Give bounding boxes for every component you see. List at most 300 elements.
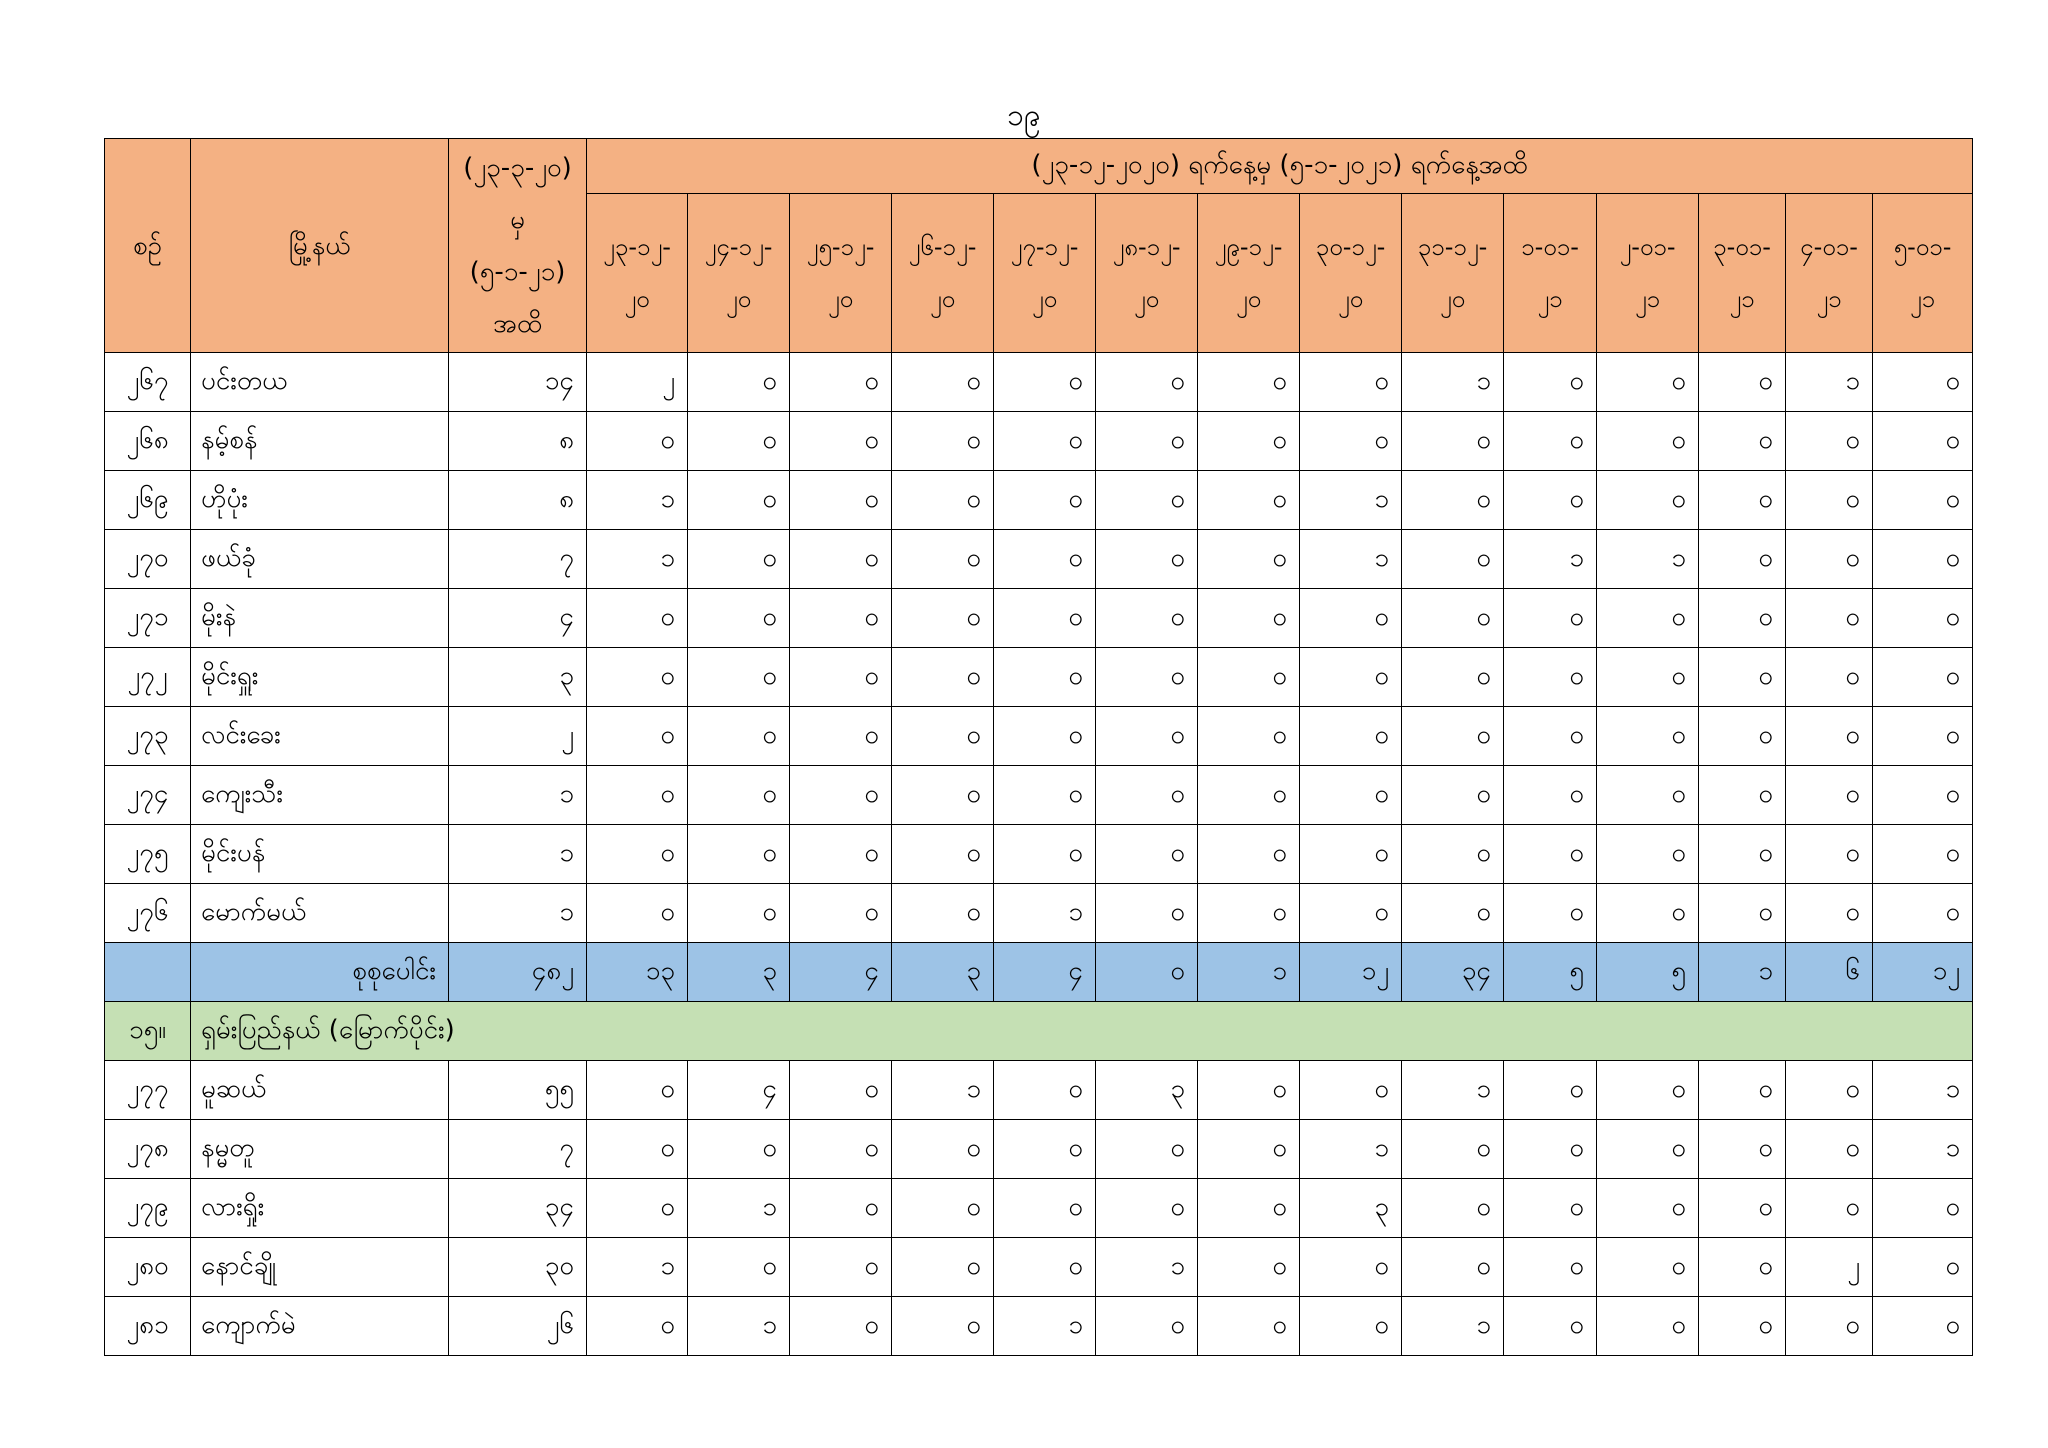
daily-count: ၀ — [892, 648, 994, 707]
header-date — [1597, 194, 1699, 353]
range-total: ၃ — [449, 648, 587, 707]
daily-count: ၁ — [994, 1297, 1096, 1356]
daily-count: ၁ — [1504, 530, 1597, 589]
header-date-line: ၂၀ — [1235, 285, 1262, 313]
daily-count: ၁ — [587, 1238, 688, 1297]
daily-count: ၁ — [1402, 1297, 1504, 1356]
row-number: ၂၇၉ — [105, 1179, 191, 1238]
range-total: ၅၅ — [449, 1061, 587, 1120]
daily-count: ၀ — [1198, 1179, 1300, 1238]
daily-count: ၀ — [790, 648, 892, 707]
total-daily-count: ၅ — [1504, 943, 1597, 1002]
daily-count: ၀ — [1300, 1238, 1402, 1297]
header-date — [790, 194, 892, 353]
header-no: စဉ် — [105, 139, 191, 353]
daily-count: ၀ — [1198, 1297, 1300, 1356]
daily-count: ၀ — [1873, 471, 1973, 530]
daily-count: ၀ — [994, 530, 1096, 589]
daily-count: ၀ — [1699, 648, 1786, 707]
daily-count: ၀ — [1402, 1179, 1504, 1238]
daily-count: ၁ — [587, 530, 688, 589]
daily-count: ၀ — [1873, 1179, 1973, 1238]
daily-count: ၀ — [1300, 707, 1402, 766]
header-date-line: ၂၀ — [624, 285, 650, 313]
range-total: ၁၄ — [449, 353, 587, 412]
daily-count: ၀ — [688, 471, 790, 530]
daily-count: ၀ — [1786, 471, 1873, 530]
header-date-line: ၂၅-၁၂- — [806, 233, 875, 261]
daily-count: ၀ — [1402, 884, 1504, 943]
daily-count: ၀ — [994, 412, 1096, 471]
daily-count: ၀ — [994, 353, 1096, 412]
daily-count: ၀ — [1597, 825, 1699, 884]
daily-count: ၀ — [1699, 884, 1786, 943]
covid-cases-table — [104, 138, 1973, 1356]
daily-count: ၀ — [1504, 589, 1597, 648]
daily-count: ၂ — [1786, 1238, 1873, 1297]
daily-count: ၀ — [1198, 825, 1300, 884]
daily-count: ၀ — [1873, 707, 1973, 766]
header-date-line: ၂၁ — [1634, 285, 1661, 313]
total-daily-count: ၅ — [1597, 943, 1699, 1002]
daily-count: ၀ — [688, 1120, 790, 1179]
total-daily-count: ၁၂ — [1300, 943, 1402, 1002]
table-row — [105, 1120, 1973, 1179]
daily-count: ၀ — [1873, 825, 1973, 884]
township-name: ကျေးသီး — [191, 766, 449, 825]
row-number: ၂၇၃ — [105, 707, 191, 766]
daily-count: ၀ — [1597, 1061, 1699, 1120]
daily-count: ၀ — [892, 530, 994, 589]
row-number: ၂၇၅ — [105, 825, 191, 884]
daily-count: ၀ — [790, 412, 892, 471]
daily-count: ၀ — [994, 1238, 1096, 1297]
daily-count: ၀ — [1504, 766, 1597, 825]
township-name: မောက်မယ် — [191, 884, 449, 943]
header-date — [1504, 194, 1597, 353]
total-daily-count: ၃၄ — [1402, 943, 1504, 1002]
daily-count: ၀ — [790, 825, 892, 884]
daily-count: ၀ — [994, 589, 1096, 648]
daily-count: ၀ — [1198, 766, 1300, 825]
header-date-line: ၂၉-၁၂- — [1214, 233, 1283, 261]
daily-count: ၀ — [1096, 353, 1198, 412]
daily-count: ၀ — [790, 766, 892, 825]
daily-count: ၀ — [1198, 648, 1300, 707]
daily-count: ၀ — [1597, 1238, 1699, 1297]
header-range-line: (၅-၁-၂၁) — [469, 256, 566, 287]
daily-count: ၀ — [1198, 707, 1300, 766]
daily-count: ၀ — [1198, 884, 1300, 943]
daily-count: ၀ — [1597, 648, 1699, 707]
header-range-line: အထိ — [492, 308, 542, 339]
daily-count: ၀ — [1786, 825, 1873, 884]
daily-count: ၀ — [790, 1179, 892, 1238]
daily-count: ၀ — [892, 707, 994, 766]
daily-count: ၀ — [1300, 589, 1402, 648]
daily-count: ၀ — [1198, 530, 1300, 589]
range-total: ၂၆ — [449, 1297, 587, 1356]
daily-count: ၀ — [1300, 825, 1402, 884]
daily-count: ၀ — [1786, 530, 1873, 589]
daily-count: ၀ — [1504, 825, 1597, 884]
daily-count: ၀ — [1096, 1120, 1198, 1179]
row-number: ၂၇၆ — [105, 884, 191, 943]
daily-count: ၀ — [892, 589, 994, 648]
daily-count: ၀ — [1873, 648, 1973, 707]
daily-count: ၀ — [587, 1061, 688, 1120]
header-date — [892, 194, 994, 353]
daily-count: ၀ — [1504, 1297, 1597, 1356]
row-number: ၂၆၉ — [105, 471, 191, 530]
township-name: လင်းခေး — [191, 707, 449, 766]
header-date-line: ၂၆-၁၂- — [908, 233, 977, 261]
township-name: ပင်းတယ — [191, 353, 449, 412]
daily-count: ၀ — [892, 1297, 994, 1356]
daily-count: ၀ — [1402, 530, 1504, 589]
row-number: ၂၇၄ — [105, 766, 191, 825]
header-date-line: ၂၁ — [1909, 285, 1936, 313]
daily-count: ၂ — [587, 353, 688, 412]
daily-count: ၀ — [1699, 766, 1786, 825]
header-date-line: ၂၀ — [1439, 285, 1466, 313]
township-name: နောင်ချို — [191, 1238, 449, 1297]
row-number: ၂၇၈ — [105, 1120, 191, 1179]
row-number: ၂၇၂ — [105, 648, 191, 707]
township-name: မူဆယ် — [191, 1061, 449, 1120]
daily-count: ၀ — [1096, 648, 1198, 707]
row-number: ၂၇၁ — [105, 589, 191, 648]
header-date-line: ၂၀ — [1133, 285, 1160, 313]
header-date-line: ၂၈-၁၂- — [1112, 233, 1181, 261]
daily-count: ၀ — [1786, 1297, 1873, 1356]
total-daily-count: ၄ — [994, 943, 1096, 1002]
header-date — [587, 194, 688, 353]
daily-count: ၀ — [1402, 1120, 1504, 1179]
daily-count: ၀ — [892, 825, 994, 884]
township-name: လားရှိုး — [191, 1179, 449, 1238]
daily-count: ၀ — [688, 884, 790, 943]
daily-count: ၀ — [790, 884, 892, 943]
daily-count: ၀ — [1198, 471, 1300, 530]
daily-count: ၀ — [1402, 648, 1504, 707]
daily-count: ၀ — [892, 766, 994, 825]
daily-count: ၀ — [1699, 530, 1786, 589]
daily-count: ၀ — [1402, 589, 1504, 648]
daily-count: ၀ — [688, 766, 790, 825]
daily-count: ၀ — [1096, 1179, 1198, 1238]
daily-count: ၀ — [1873, 1297, 1973, 1356]
daily-count: ၀ — [1198, 1061, 1300, 1120]
daily-count: ၀ — [892, 471, 994, 530]
daily-count: ၀ — [1597, 1120, 1699, 1179]
total-daily-count: ၁၃ — [587, 943, 688, 1002]
daily-count: ၀ — [587, 412, 688, 471]
daily-count: ၀ — [1873, 353, 1973, 412]
daily-count: ၀ — [1504, 353, 1597, 412]
daily-count: ၀ — [1198, 412, 1300, 471]
daily-count: ၀ — [1504, 1238, 1597, 1297]
header-township: မြို့နယ် — [191, 139, 449, 353]
range-total: ၇ — [449, 530, 587, 589]
table-row — [105, 412, 1973, 471]
township-name: ဟိုပုံး — [191, 471, 449, 530]
daily-count: ၀ — [587, 766, 688, 825]
township-name: မိုင်းရှူး — [191, 648, 449, 707]
daily-count: ၀ — [1096, 412, 1198, 471]
daily-count: ၀ — [892, 412, 994, 471]
daily-count: ၀ — [1402, 1238, 1504, 1297]
daily-count: ၀ — [790, 1297, 892, 1356]
page-number: ၁၉ — [1007, 98, 1041, 133]
header-date-line: ၂-၀၁- — [1619, 233, 1676, 261]
daily-count: ၀ — [892, 1238, 994, 1297]
table-row — [105, 825, 1973, 884]
header-date-line: ၃၀-၁၂- — [1315, 233, 1386, 261]
table-row — [105, 1179, 1973, 1238]
table-row — [105, 1238, 1973, 1297]
range-total: ၃၄ — [449, 1179, 587, 1238]
table-row — [105, 353, 1973, 412]
daily-count: ၀ — [1873, 766, 1973, 825]
header-date-line: ၂၇-၁၂- — [1010, 233, 1079, 261]
daily-count: ၁ — [1786, 353, 1873, 412]
daily-count: ၀ — [1699, 1238, 1786, 1297]
daily-count: ၀ — [1504, 1120, 1597, 1179]
daily-count: ၀ — [892, 1120, 994, 1179]
row-number: ၂၇၇ — [105, 1061, 191, 1120]
table-row — [105, 766, 1973, 825]
range-total: ၈ — [449, 471, 587, 530]
total-daily-count: ၃ — [688, 943, 790, 1002]
daily-count: ၀ — [1198, 353, 1300, 412]
daily-count: ၀ — [1198, 589, 1300, 648]
total-daily-count: ၄ — [790, 943, 892, 1002]
daily-count: ၀ — [688, 707, 790, 766]
daily-count: ၀ — [587, 589, 688, 648]
daily-count: ၀ — [1699, 1120, 1786, 1179]
header-date-line: ၂၀ — [1337, 285, 1364, 313]
daily-count: ၀ — [790, 1120, 892, 1179]
daily-count: ၁ — [688, 1179, 790, 1238]
daily-count: ၀ — [587, 825, 688, 884]
header-range-line: (၂၃-၃-၂၀) — [463, 152, 572, 183]
daily-count: ၀ — [1198, 1120, 1300, 1179]
daily-count: ၃ — [1096, 1061, 1198, 1120]
daily-count: ၀ — [1873, 1238, 1973, 1297]
header-date-line: ၂၃-၁၂- — [603, 233, 671, 261]
township-name: ဖယ်ခုံ — [191, 530, 449, 589]
daily-count: ၁ — [1300, 530, 1402, 589]
daily-count: ၀ — [994, 648, 1096, 707]
daily-count: ၀ — [1786, 1179, 1873, 1238]
daily-count: ၀ — [1402, 412, 1504, 471]
daily-count: ၀ — [1096, 825, 1198, 884]
daily-count: ၀ — [1597, 471, 1699, 530]
daily-count: ၀ — [1597, 1297, 1699, 1356]
daily-count: ၀ — [1786, 589, 1873, 648]
daily-count: ၁ — [1300, 471, 1402, 530]
daily-count: ၀ — [1300, 648, 1402, 707]
header-range-line: မှ — [510, 204, 525, 235]
range-total: ၁ — [449, 825, 587, 884]
header-date — [1096, 194, 1198, 353]
daily-count: ၀ — [688, 589, 790, 648]
daily-count: ၀ — [1096, 471, 1198, 530]
row-number: ၂၇၀ — [105, 530, 191, 589]
daily-count: ၀ — [1699, 707, 1786, 766]
daily-count: ၀ — [1504, 707, 1597, 766]
range-total: ၇ — [449, 1120, 587, 1179]
header-date-line: ၅-၀၁- — [1893, 233, 1952, 261]
daily-count: ၁ — [994, 884, 1096, 943]
daily-count: ၀ — [994, 707, 1096, 766]
daily-count: ၀ — [790, 530, 892, 589]
daily-count: ၀ — [587, 884, 688, 943]
header-range — [449, 139, 587, 353]
table-row — [105, 471, 1973, 530]
range-total: ၁ — [449, 884, 587, 943]
daily-count: ၁ — [1096, 1238, 1198, 1297]
header-date-line: ၄-၀၁- — [1800, 233, 1858, 261]
header-date-line: ၂၀ — [725, 285, 752, 313]
daily-count: ၀ — [1786, 1061, 1873, 1120]
section-title: ရှမ်းပြည်နယ် (မြောက်ပိုင်း) — [191, 1002, 1973, 1061]
daily-count: ၀ — [994, 825, 1096, 884]
header-period-title: (၂၃-၁၂-၂၀၂၀) ရက်နေ့မှ (၅-၁-၂၀၂၁) ရက်နေ့အထိ — [587, 139, 1973, 194]
daily-count: ၀ — [790, 707, 892, 766]
daily-count: ၀ — [1300, 353, 1402, 412]
total-sum: ၄၈၂ — [449, 943, 587, 1002]
township-name: နမ့်စန် — [191, 412, 449, 471]
header-date — [994, 194, 1096, 353]
header-date-line: ၂၀ — [929, 285, 956, 313]
daily-count: ၀ — [994, 1179, 1096, 1238]
daily-count: ၀ — [1504, 884, 1597, 943]
table-row — [105, 648, 1973, 707]
daily-count: ၀ — [1096, 766, 1198, 825]
daily-count: ၀ — [1300, 1297, 1402, 1356]
table-row — [105, 707, 1973, 766]
daily-count: ၀ — [688, 825, 790, 884]
daily-count: ၀ — [1096, 1297, 1198, 1356]
total-daily-count: ၁ — [1198, 943, 1300, 1002]
daily-count: ၀ — [1597, 589, 1699, 648]
daily-count: ၁ — [1402, 353, 1504, 412]
table-row — [105, 884, 1973, 943]
daily-count: ၀ — [1786, 707, 1873, 766]
range-total: ၃၀ — [449, 1238, 587, 1297]
daily-count: ၁ — [1300, 1120, 1402, 1179]
daily-count: ၁ — [688, 1297, 790, 1356]
daily-count: ၁ — [1873, 1061, 1973, 1120]
daily-count: ၀ — [1699, 353, 1786, 412]
daily-count: ၀ — [1786, 766, 1873, 825]
daily-count: ၀ — [1597, 353, 1699, 412]
daily-count: ၀ — [790, 1238, 892, 1297]
daily-count: ၁ — [1402, 1061, 1504, 1120]
daily-count: ၀ — [1402, 825, 1504, 884]
daily-count: ၀ — [892, 884, 994, 943]
daily-count: ၀ — [688, 353, 790, 412]
daily-count: ၀ — [587, 1120, 688, 1179]
total-row — [105, 943, 1973, 1002]
header-date — [1198, 194, 1300, 353]
daily-count: ၀ — [1597, 884, 1699, 943]
daily-count: ၀ — [1597, 1179, 1699, 1238]
daily-count: ၀ — [892, 1179, 994, 1238]
header-date-line: ၂၁ — [1816, 285, 1842, 313]
daily-count: ၃ — [1300, 1179, 1402, 1238]
row-number: ၂၆၇ — [105, 353, 191, 412]
daily-count: ၀ — [1699, 471, 1786, 530]
daily-count: ၀ — [790, 589, 892, 648]
daily-count: ၀ — [688, 412, 790, 471]
daily-count: ၀ — [1786, 648, 1873, 707]
table-row — [105, 589, 1973, 648]
header-date-line: ၂၄-၁၂- — [704, 233, 773, 261]
daily-count: ၁ — [1873, 1120, 1973, 1179]
daily-count: ၀ — [1504, 1179, 1597, 1238]
daily-count: ၀ — [587, 707, 688, 766]
daily-count: ၀ — [1873, 412, 1973, 471]
township-name: နမ္မတူ — [191, 1120, 449, 1179]
total-daily-count: ၁၂ — [1873, 943, 1973, 1002]
daily-count: ၀ — [790, 353, 892, 412]
daily-count: ၀ — [1873, 589, 1973, 648]
daily-count: ၀ — [1096, 530, 1198, 589]
header-date-line: ၃၁-၁၂- — [1417, 233, 1488, 261]
header-date-line: ၂၀ — [827, 285, 854, 313]
daily-count: ၀ — [1096, 707, 1198, 766]
daily-count: ၁ — [892, 1061, 994, 1120]
header-date-line: ၂၀ — [1031, 285, 1058, 313]
header-date-line: ၁-၀၁- — [1521, 233, 1579, 261]
range-total: ၄ — [449, 589, 587, 648]
daily-count: ၀ — [1402, 707, 1504, 766]
daily-count: ၀ — [688, 530, 790, 589]
daily-count: ၄ — [688, 1061, 790, 1120]
daily-count: ၀ — [1198, 1238, 1300, 1297]
daily-count: ၀ — [1699, 1061, 1786, 1120]
daily-count: ၀ — [1504, 412, 1597, 471]
daily-count: ၀ — [1699, 1179, 1786, 1238]
daily-count: ၀ — [1300, 412, 1402, 471]
daily-count: ၀ — [1300, 766, 1402, 825]
daily-count: ၀ — [1096, 589, 1198, 648]
total-no-cell — [105, 943, 191, 1002]
header-date — [1873, 194, 1973, 353]
township-name: ကျောက်မဲ — [191, 1297, 449, 1356]
township-name: မိုင်းပန် — [191, 825, 449, 884]
daily-count: ၀ — [790, 471, 892, 530]
daily-count: ၀ — [1504, 1061, 1597, 1120]
daily-count: ၀ — [1786, 412, 1873, 471]
row-number: ၂၈၀ — [105, 1238, 191, 1297]
header-date — [1300, 194, 1402, 353]
daily-count: ၀ — [1096, 884, 1198, 943]
daily-count: ၀ — [1873, 884, 1973, 943]
daily-count: ၀ — [1786, 1120, 1873, 1179]
range-total: ၂ — [449, 707, 587, 766]
header-date-line: ၂၁ — [1729, 285, 1755, 313]
daily-count: ၀ — [994, 1120, 1096, 1179]
daily-count: ၀ — [1504, 471, 1597, 530]
header-date-line: ၂၁ — [1537, 285, 1563, 313]
daily-count: ၁ — [587, 471, 688, 530]
total-daily-count: ၁ — [1699, 943, 1786, 1002]
table-row — [105, 1297, 1973, 1356]
